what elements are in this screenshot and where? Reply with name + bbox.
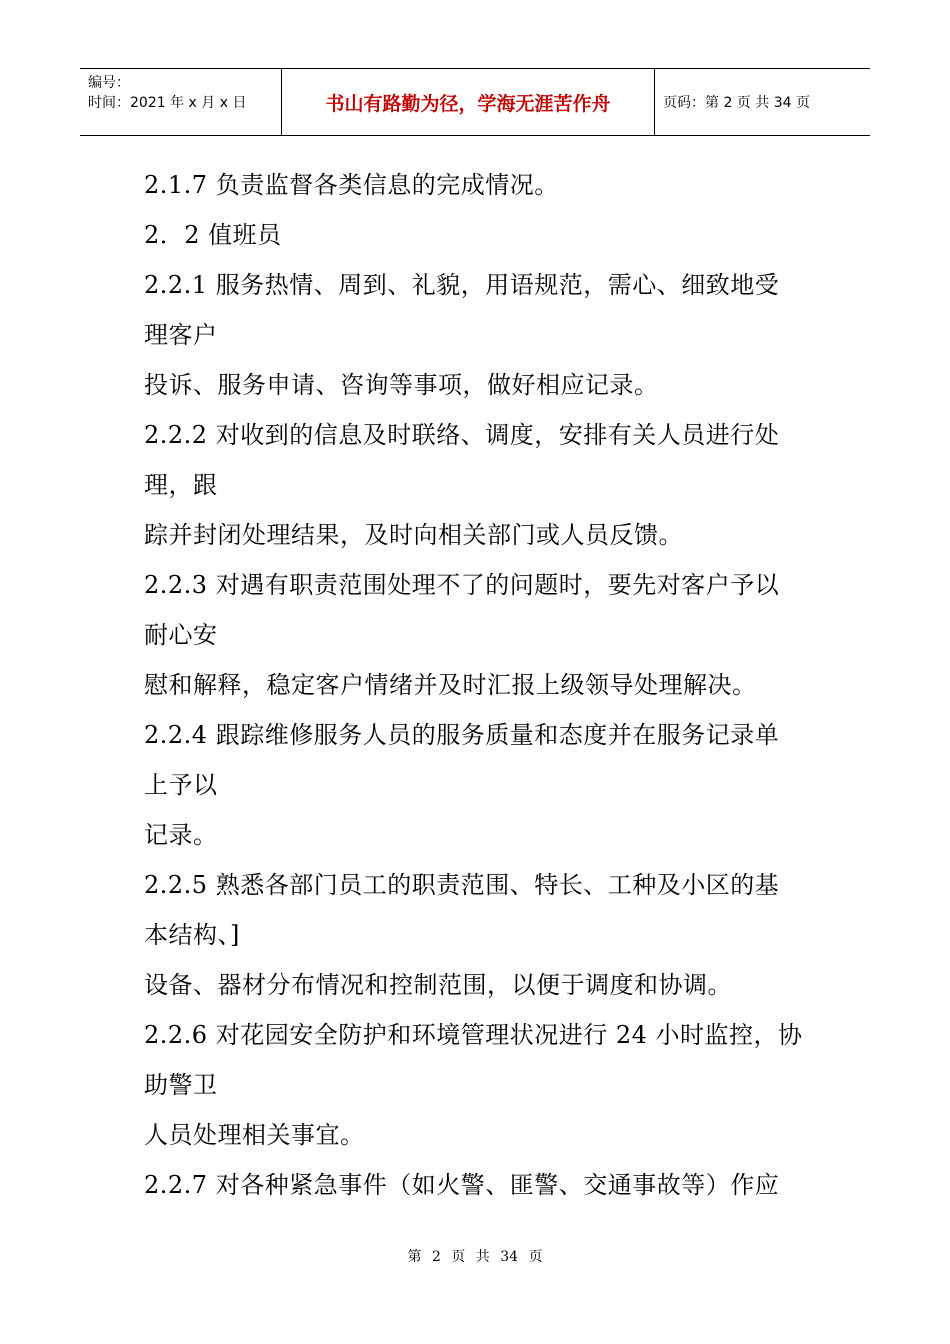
body-line: 2.2.7 对各种紧急事件（如火警、匪警、交通事故等）作应 (144, 1171, 780, 1199)
header-meta-cell (80, 69, 282, 135)
body-line: 上予以 (144, 771, 218, 799)
body-line: 踪并封闭处理结果，及时向相关部门或人员反馈。 (144, 521, 683, 549)
body-line: 2.1.7 负责监督各类信息的完成情况。 (144, 171, 559, 199)
body-line: 2.2.4 跟踪维修服务人员的服务质量和态度并在服务记录单 (144, 721, 780, 749)
body-line: 慰和解释，稳定客户情绪并及时汇报上级领导处理解决。 (144, 671, 757, 699)
header-motto: 书山有路勤为径，学海无涯苦作舟 (325, 92, 611, 115)
body-line: 理客户 (144, 321, 218, 349)
body-line: 理，跟 (144, 471, 218, 499)
body-line: 人员处理相关事宜。 (144, 1121, 365, 1149)
document-number-label: 编号： (88, 75, 130, 91)
body-line: 2.2.1 服务热情、周到、礼貌，用语规范，需心、细致地受 (144, 271, 780, 299)
body-line: 2.2.3 对遇有职责范围处理不了的问题时，要先对客户予以 (144, 571, 780, 599)
header-page-cell (655, 69, 870, 135)
page-header (80, 68, 870, 136)
page-footer (0, 1246, 950, 1266)
body-line: 2.2.5 熟悉各部门员工的职责范围、特长、工种及小区的基 (144, 871, 780, 899)
body-line: 耐心安 (144, 621, 218, 649)
body-line: 记录。 (144, 821, 218, 849)
footer-page-number: 第 2 页 共 34 页 (407, 1249, 543, 1265)
body-line: 本结构、] (144, 921, 240, 949)
header-page-info: 页码：第 2 页 共 34 页 (663, 95, 810, 111)
body-line: 设备、器材分布情况和控制范围，以便于调度和协调。 (144, 971, 732, 999)
body-line: 2.2.2 对收到的信息及时联络、调度，安排有关人员进行处 (144, 421, 780, 449)
body-line: 投诉、服务申请、咨询等事项，做好相应记录。 (144, 371, 659, 399)
body-line: 2.2.6 对花园安全防护和环境管理状况进行 24 小时监控，协 (144, 1021, 803, 1049)
body-line: 2．2 值班员 (144, 221, 282, 249)
document-body (144, 160, 824, 1210)
document-date-label: 时间：2021 年 x 月 x 日 (88, 95, 247, 111)
header-motto-cell (282, 69, 655, 135)
body-line: 助警卫 (144, 1071, 218, 1099)
